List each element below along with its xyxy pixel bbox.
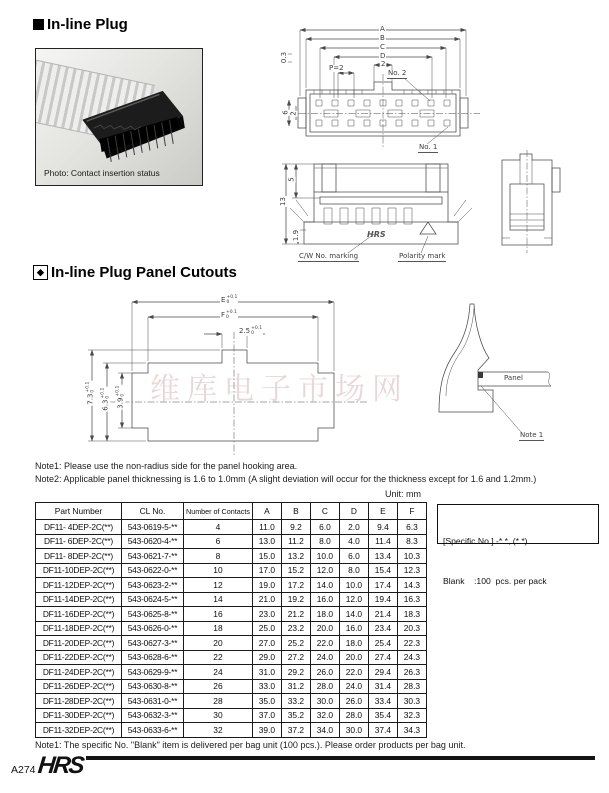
cell-dim: 37.0 xyxy=(252,708,281,723)
cell-dim: 16.0 xyxy=(339,621,368,636)
cell-dim: 35.2 xyxy=(281,708,310,723)
cell-dim: 33.2 xyxy=(281,694,310,709)
dim-label-0-3: 0.3 xyxy=(280,51,289,64)
cell-dim: 23.0 xyxy=(252,607,281,622)
cell-dim: 34.0 xyxy=(310,723,339,738)
table-row xyxy=(36,679,427,694)
tolerance-2-5: +0.1 0 xyxy=(251,326,263,337)
watermark-text: 维库电子市场网 xyxy=(150,372,409,407)
cell-dim: 25.4 xyxy=(368,636,397,651)
cell-dim: 18.0 xyxy=(339,636,368,651)
cell-dim: 10.0 xyxy=(310,549,339,564)
cell-dim: 21.4 xyxy=(368,607,397,622)
cell-dim: 8.0 xyxy=(310,534,339,549)
cell-dim: 23.2 xyxy=(281,621,310,636)
cell-contacts: 26 xyxy=(184,679,253,694)
side-view-drawing xyxy=(490,150,568,255)
top-view-drawing xyxy=(280,24,486,158)
section-title-panel-cutouts xyxy=(33,264,237,281)
cell-dim: 6.3 xyxy=(397,520,426,535)
dim-label-7-3 xyxy=(85,381,95,406)
dim-6-3-value: 6.3 xyxy=(101,399,110,411)
cell-dim: 16.0 xyxy=(310,592,339,607)
cell-dim: 35.0 xyxy=(252,694,281,709)
page-number: A274 xyxy=(11,764,36,776)
cell-dim: 27.0 xyxy=(252,636,281,651)
cell-dim: 11.0 xyxy=(252,520,281,535)
cell-dim: 17.4 xyxy=(368,578,397,593)
front-view-drawing xyxy=(278,150,485,264)
cell-cl-no: 543-0621-7-** xyxy=(122,549,184,564)
cell-dim: 8.0 xyxy=(339,563,368,578)
cell-part-number: DF11-30DEP-2C(**) xyxy=(36,708,122,723)
photo-caption: Photo: Contact insertion status xyxy=(44,168,160,178)
table-row xyxy=(36,549,427,564)
dim-label-D: D xyxy=(380,52,386,60)
specific-no-box xyxy=(437,504,599,586)
cell-cl-no: 543-0633-6-** xyxy=(122,723,184,738)
column-header: Part Number xyxy=(36,503,122,520)
cell-contacts: 6 xyxy=(184,534,253,549)
footer-rule xyxy=(86,756,595,760)
cell-dim: 23.4 xyxy=(368,621,397,636)
cell-dim: 30.0 xyxy=(310,694,339,709)
cell-dim: 12.0 xyxy=(339,592,368,607)
cell-dim: 10.0 xyxy=(339,578,368,593)
cell-part-number: DF11-32DEP-2C(**) xyxy=(36,723,122,738)
cell-dim: 28.0 xyxy=(310,679,339,694)
column-header: Number of Contacts xyxy=(184,503,253,520)
dim-label-2: 2 xyxy=(381,60,386,68)
table-row xyxy=(36,520,427,535)
hrs-marking: HRS xyxy=(367,230,386,239)
cell-dim: 6.0 xyxy=(310,520,339,535)
note1-text: Note1: Please use the non-radius side for the panel hooking area. xyxy=(35,461,298,471)
cell-dim: 18.0 xyxy=(310,607,339,622)
dim-label-5: 5 xyxy=(287,177,296,182)
cell-cl-no: 543-0632-3-** xyxy=(122,708,184,723)
cell-contacts: 12 xyxy=(184,578,253,593)
cell-dim: 19.2 xyxy=(281,592,310,607)
cell-dim: 33.0 xyxy=(252,679,281,694)
cell-dim: 13.2 xyxy=(281,549,310,564)
table-note-text: Note1: The specific No. "Blank" item is delivered per bag unit (100 pcs.). Please order products per bag unit. xyxy=(35,740,466,750)
cell-contacts: 4 xyxy=(184,520,253,535)
section-title-inline-plug xyxy=(33,16,128,33)
cell-part-number: DF11-20DEP-2C(**) xyxy=(36,636,122,651)
cell-contacts: 24 xyxy=(184,665,253,680)
cell-dim: 18.3 xyxy=(397,607,426,622)
cell-contacts: 22 xyxy=(184,650,253,665)
cell-dim: 32.3 xyxy=(397,708,426,723)
cell-dim: 31.4 xyxy=(368,679,397,694)
cell-cl-no: 543-0624-5-** xyxy=(122,592,184,607)
cell-dim: 6.0 xyxy=(339,549,368,564)
cell-dim: 13.4 xyxy=(368,549,397,564)
cell-dim: 28.3 xyxy=(397,679,426,694)
cell-dim: 4.0 xyxy=(339,534,368,549)
column-header: D xyxy=(339,503,368,520)
table-row xyxy=(36,621,427,636)
cell-dim: 22.0 xyxy=(310,636,339,651)
product-photo xyxy=(35,48,203,186)
square-bullet-icon xyxy=(33,19,44,30)
cell-dim: 20.0 xyxy=(339,650,368,665)
latch-section-geometry xyxy=(413,292,585,460)
cell-dim: 14.3 xyxy=(397,578,426,593)
cell-contacts: 30 xyxy=(184,708,253,723)
cell-dim: 25.2 xyxy=(281,636,310,651)
dim-label-C: C xyxy=(380,43,385,51)
table-row xyxy=(36,694,427,709)
hrs-logo: HRS xyxy=(36,752,85,779)
spec-table xyxy=(35,502,427,738)
cell-dim: 2.0 xyxy=(339,520,368,535)
cell-dim: 39.0 xyxy=(252,723,281,738)
diamond-bullet-icon: ◆ xyxy=(33,265,48,280)
table-row xyxy=(36,592,427,607)
cell-dim: 14.0 xyxy=(339,607,368,622)
dim-label-F xyxy=(220,310,238,320)
cell-part-number: DF11-18DEP-2C(**) xyxy=(36,621,122,636)
cell-cl-no: 543-0619-5-** xyxy=(122,520,184,535)
dim-label-3-9 xyxy=(115,385,125,410)
specific-no-line2: Blank :100 pcs. per pack xyxy=(443,575,547,586)
cell-dim: 29.0 xyxy=(252,650,281,665)
connector-image xyxy=(64,71,203,181)
cell-dim: 22.0 xyxy=(339,665,368,680)
column-header: CL No. xyxy=(122,503,184,520)
label-no2: No. 2 xyxy=(388,69,407,77)
cell-dim: 37.2 xyxy=(281,723,310,738)
cell-dim: 37.4 xyxy=(368,723,397,738)
cell-dim: 16.3 xyxy=(397,592,426,607)
table-row xyxy=(36,665,427,680)
cell-dim: 24.0 xyxy=(310,650,339,665)
cell-contacts: 14 xyxy=(184,592,253,607)
spec-table-header-row xyxy=(36,503,427,520)
cell-part-number: DF11-26DEP-2C(**) xyxy=(36,679,122,694)
label-no1: No. 1 xyxy=(419,143,438,151)
side-view-geometry xyxy=(490,150,568,255)
cell-part-number: DF11-24DEP-2C(**) xyxy=(36,665,122,680)
front-view-geometry xyxy=(278,150,485,264)
cell-dim: 30.0 xyxy=(339,723,368,738)
table-row xyxy=(36,534,427,549)
cell-cl-no: 543-0623-2-** xyxy=(122,578,184,593)
cell-dim: 14.0 xyxy=(310,578,339,593)
cell-dim: 33.4 xyxy=(368,694,397,709)
cell-contacts: 10 xyxy=(184,563,253,578)
column-header: A xyxy=(252,503,281,520)
dim-label-B: B xyxy=(380,34,385,42)
label-panel: Panel xyxy=(504,374,523,382)
cell-cl-no: 543-0629-9-** xyxy=(122,665,184,680)
dim-label-6-3 xyxy=(100,387,110,412)
column-header: C xyxy=(310,503,339,520)
cell-cl-no: 543-0625-8-** xyxy=(122,607,184,622)
cell-cl-no: 543-0620-4-** xyxy=(122,534,184,549)
label-polarity-mark: Polarity mark xyxy=(399,252,446,260)
cell-dim: 20.0 xyxy=(310,621,339,636)
column-header: F xyxy=(397,503,426,520)
dim-label-E xyxy=(220,295,238,305)
cell-dim: 27.4 xyxy=(368,650,397,665)
cell-dim: 24.3 xyxy=(397,650,426,665)
cell-dim: 26.0 xyxy=(339,694,368,709)
cell-dim: 13.0 xyxy=(252,534,281,549)
cell-cl-no: 543-0628-6-** xyxy=(122,650,184,665)
cell-dim: 22.3 xyxy=(397,636,426,651)
panel-cutout-geometry xyxy=(70,288,410,460)
cell-dim: 9.4 xyxy=(368,520,397,535)
cell-dim: 19.0 xyxy=(252,578,281,593)
dim-3-9-value: 3.9 xyxy=(116,397,125,409)
spec-table-body xyxy=(36,520,427,738)
cell-cl-no: 543-0622-0-** xyxy=(122,563,184,578)
cell-part-number: DF11-12DEP-2C(**) xyxy=(36,578,122,593)
cell-dim: 12.0 xyxy=(310,563,339,578)
specific-no-line1: [Specific No.] -* *, (* *) xyxy=(443,535,528,546)
unit-label: Unit: mm xyxy=(385,489,421,499)
cell-part-number: DF11-22DEP-2C(**) xyxy=(36,650,122,665)
cell-dim: 25.0 xyxy=(252,621,281,636)
cell-part-number: DF11-14DEP-2C(**) xyxy=(36,592,122,607)
table-row xyxy=(36,563,427,578)
cell-dim: 26.3 xyxy=(397,665,426,680)
cell-dim: 15.4 xyxy=(368,563,397,578)
panel-cutout-drawing xyxy=(70,288,410,460)
dim-label-6: 6 xyxy=(281,110,290,115)
table-row xyxy=(36,650,427,665)
cell-dim: 27.2 xyxy=(281,650,310,665)
cell-part-number: DF11- 8DEP-2C(**) xyxy=(36,549,122,564)
dim-label-A: A xyxy=(380,25,385,33)
cell-dim: 19.4 xyxy=(368,592,397,607)
cell-dim: 28.0 xyxy=(339,708,368,723)
tolerance-7-3: +0.1 0 xyxy=(85,381,96,393)
column-header: B xyxy=(281,503,310,520)
cell-part-number: DF11- 6DEP-2C(**) xyxy=(36,534,122,549)
table-row xyxy=(36,636,427,651)
cell-dim: 15.0 xyxy=(252,549,281,564)
cell-contacts: 32 xyxy=(184,723,253,738)
cell-dim: 8.3 xyxy=(397,534,426,549)
cell-part-number: DF11-16DEP-2C(**) xyxy=(36,607,122,622)
cell-part-number: DF11- 4DEP-2C(**) xyxy=(36,520,122,535)
tolerance-F: +0.1 0 xyxy=(226,310,237,321)
dim-label-2-5 xyxy=(238,326,263,336)
cell-dim: 10.3 xyxy=(397,549,426,564)
cell-dim: 32.0 xyxy=(310,708,339,723)
cell-dim: 35.4 xyxy=(368,708,397,723)
dim-F-value: F xyxy=(221,310,226,319)
cell-dim: 34.3 xyxy=(397,723,426,738)
cell-dim: 31.0 xyxy=(252,665,281,680)
table-row xyxy=(36,578,427,593)
cell-dim: 17.0 xyxy=(252,563,281,578)
cell-dim: 29.2 xyxy=(281,665,310,680)
cell-cl-no: 543-0626-0-** xyxy=(122,621,184,636)
cell-contacts: 8 xyxy=(184,549,253,564)
cell-dim: 21.0 xyxy=(252,592,281,607)
latch-section-drawing xyxy=(413,292,585,460)
cell-dim: 12.3 xyxy=(397,563,426,578)
cell-dim: 11.2 xyxy=(281,534,310,549)
section1-title-text: In-line Plug xyxy=(47,16,128,33)
cell-dim: 21.2 xyxy=(281,607,310,622)
table-row xyxy=(36,708,427,723)
tolerance-3-9: +0.1 0 xyxy=(115,385,126,397)
cell-contacts: 16 xyxy=(184,607,253,622)
table-row xyxy=(36,607,427,622)
cell-cl-no: 543-0631-0-** xyxy=(122,694,184,709)
dim-2-5-value: 2.5 xyxy=(239,326,251,335)
cell-part-number: DF11-28DEP-2C(**) xyxy=(36,694,122,709)
cell-dim: 29.4 xyxy=(368,665,397,680)
note2-text: Note2: Applicable panel thicknessing is 1.6 to 1.0mm (A slight deviation will occur for the thickness except for 1.6 and 1.2mm.) xyxy=(35,474,537,484)
cell-dim: 9.2 xyxy=(281,520,310,535)
table-row xyxy=(36,723,427,738)
cell-cl-no: 543-0627-3-** xyxy=(122,636,184,651)
dim-E-value: E xyxy=(221,295,226,304)
cell-contacts: 18 xyxy=(184,621,253,636)
dim-label-pitch: P=2 xyxy=(329,64,344,72)
cell-dim: 11.4 xyxy=(368,534,397,549)
cell-dim: 15.2 xyxy=(281,563,310,578)
cell-part-number: DF11-10DEP-2C(**) xyxy=(36,563,122,578)
cell-dim: 26.0 xyxy=(310,665,339,680)
cell-dim: 20.3 xyxy=(397,621,426,636)
dim-label-13: 13 xyxy=(278,197,287,206)
cell-dim: 17.2 xyxy=(281,578,310,593)
column-header: E xyxy=(368,503,397,520)
cell-contacts: 20 xyxy=(184,636,253,651)
label-cw-marking: C/W No. marking xyxy=(299,252,359,260)
cell-dim: 31.2 xyxy=(281,679,310,694)
dim-label-1-9: 1.9 xyxy=(292,229,301,242)
label-note1: Note 1 xyxy=(520,431,544,439)
tolerance-E: +0.1 0 xyxy=(226,295,238,306)
cell-dim: 24.0 xyxy=(339,679,368,694)
dim-7-3-value: 7.3 xyxy=(86,393,95,405)
tolerance-6-3: +0.1 0 xyxy=(100,387,111,399)
cell-dim: 30.3 xyxy=(397,694,426,709)
dim-label-2b: 2 xyxy=(289,111,298,116)
cell-contacts: 28 xyxy=(184,694,253,709)
cell-cl-no: 543-0630-8-** xyxy=(122,679,184,694)
section2-title-text: In-line Plug Panel Cutouts xyxy=(51,264,237,281)
